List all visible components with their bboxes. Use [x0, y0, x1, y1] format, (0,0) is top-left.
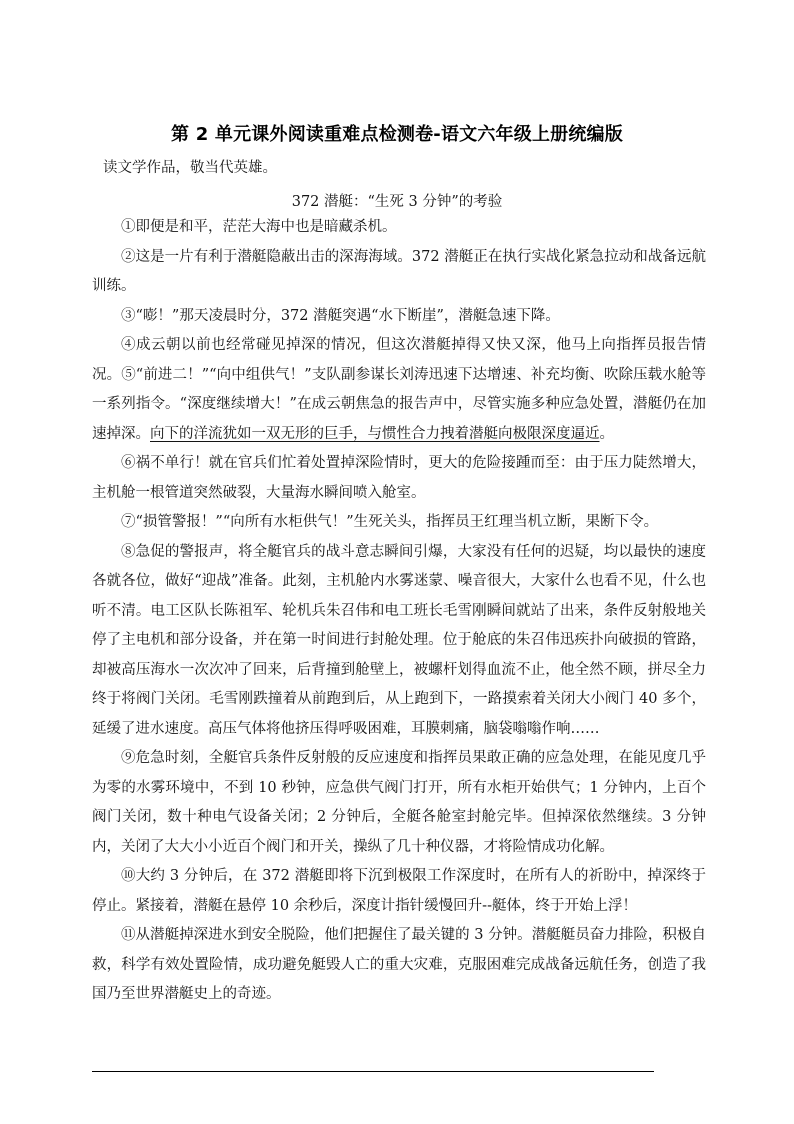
paragraph-2: ②这是一片有利于潜艇隐蔽出击的深海海域。372 潜艇正在执行实战化紧急拉动和战备远航训练。	[92, 248, 706, 294]
paragraph-11: ⑪从潜艇掉深进水到安全脱险，他们把握住了最关键的 3 分钟。潜艇艇员奋力排险，积极自救，科学有效处置险情，成功避免艇毁人亡的重大灾难，克服困难完成战备远航任务，创造了我国乃至世界潜艇史上的奇迹。	[92, 927, 706, 1002]
paragraph-8: ⑧急促的警报声，将全艇官兵的战斗意志瞬间引爆，大家没有任何的迟疑，均以最快的速度各就各位，做好“迎战”准备。此刻，主机舱内水雾迷蒙、噪音很大，大家什么也看不见，什么也听不清。电工区队长陈祖军、轮机兵朱召伟和电工班长毛雪刚瞬间就站了出来，条件反射般地关停了主电机和部分设备，并在第一时间进行封舱处理。位于舱底的朱召伟迅疾扑向破损的管路，却被高压海水一次次冲了回来，后背撞到舱壁上，被螺杆划得血流不止，他全然不顾，拼尽全力终于将阀门关闭。毛雪刚跌撞着从前跑到后，从上跑到下，一路摸索着关闭大小阀门 40 多个，延缓了进水速度。高压气体将他挤压得呼吸困难，耳膜刺痛，脑袋嗡嗡作响……	[92, 543, 706, 737]
paragraph-4-text: ④成云朝以前也经常碰见掉深的情况，但这次潜艇掉得又快又深，他马上向指挥员报告情况。⑤“前进二！”“向中组供气！”支队副参谋长刘涛迅速下达增速、补充均衡、吹除压载水舱等一系列指令。“深度继续增大！”在成云朝焦急的报告声中，尽管实施多种应急处置，潜艇仍在加速掉深。	[92, 337, 706, 442]
article-body	[92, 213, 706, 1010]
paragraph-1: ①即便是和平，茫茫大海中也是暗藏杀机。	[121, 219, 397, 235]
paragraph-4	[92, 331, 706, 449]
paragraph-7: ⑦“损管警报！”“向所有水柜供气！”生死关头，指挥员王红理当机立断，果断下令。	[121, 514, 659, 530]
article-title: 372 潜艇：“生死 3 分钟”的考验	[291, 194, 503, 210]
paragraph-4-end: 。	[599, 425, 614, 442]
paragraph-6: ⑥祸不单行！就在官兵们忙着处置掉深险情时，更大的危险接踵而至：由于压力陡然增大，主机舱一根管道突然破裂，大量海水瞬间喷入舱室。	[92, 455, 706, 501]
reading-intro: 读文学作品，敬当代英雄。	[103, 160, 277, 176]
paragraph-3: ③“嘭！”那天凌晨时分，372 潜艇突遇“水下断崖”，潜艇急速下降。	[121, 307, 560, 324]
paragraph-10: ⑩大约 3 分钟后，在 372 潜艇即将下沉到极限工作深度时，在所有人的祈盼中，掉深终于停止。紧接着，潜艇在悬停 10 余秒后，深度计指针缓慢回升--艇体，终于开始上浮！	[92, 868, 706, 914]
underlined-sentence: 向下的洋流犹如一双无形的巨手，与惯性合力拽着潜艇向极限深度逼近	[150, 425, 600, 442]
document-title: 第 2 单元课外阅读重难点检测卷-语文六年级上册统编版	[171, 124, 623, 145]
bottom-divider	[92, 1071, 654, 1072]
paragraph-9: ⑨危急时刻，全艇官兵条件反射般的反应速度和指挥员果敢正确的应急处理，在能见度几乎为零的水雾环境中，不到 10 秒钟，应急供气阀门打开，所有水柜开始供气；1 分钟内，上百个阀门关闭，数十种电气设备关闭；2 分钟后，全艇各舱室封舱完毕。但掉深依然继续。3 分钟内，关闭了大大小小近百个阀门和开关，操纵了几十种仪器，才将险情成功化解。	[92, 750, 706, 855]
